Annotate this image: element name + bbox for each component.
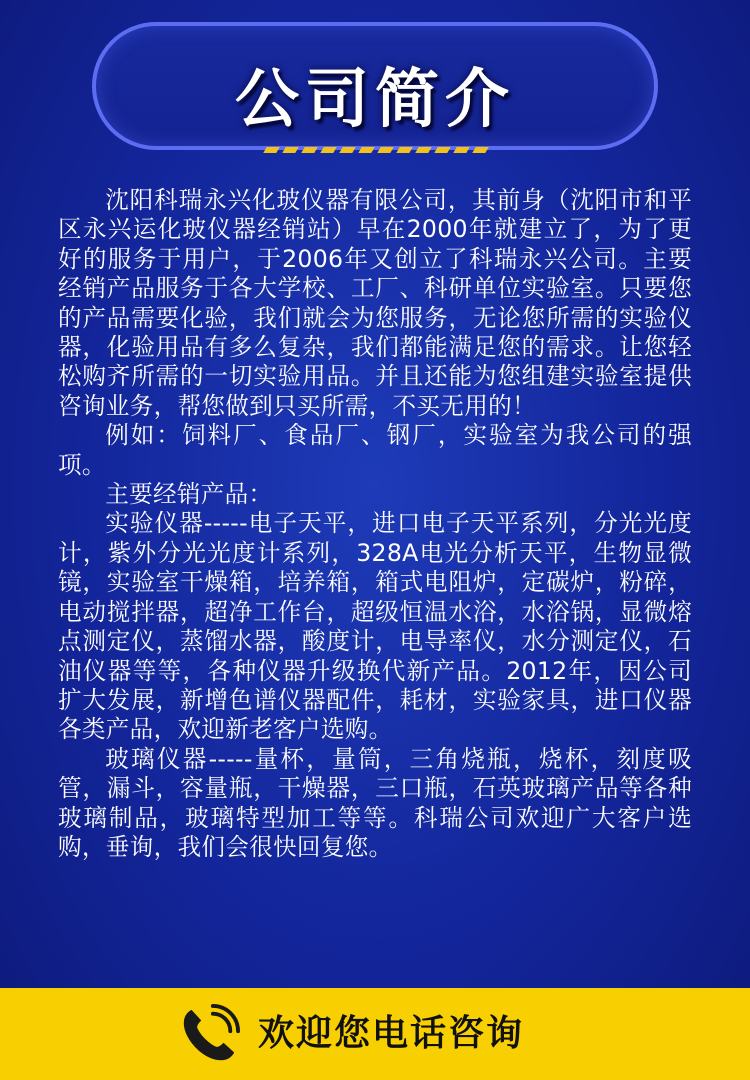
- intro-paragraph: 例如：饲料厂、食品厂、钢厂，实验室为我公司的强项。: [58, 421, 692, 479]
- contact-banner[interactable]: [0, 988, 750, 1080]
- company-intro: [58, 186, 692, 862]
- page-title: 公司简介: [235, 63, 515, 137]
- title-banner: [92, 22, 658, 150]
- contact-cta-text: 欢迎您电话咨询: [258, 1013, 525, 1054]
- title-underline-dashes: [265, 145, 487, 155]
- intro-paragraph: 主要经销产品：: [105, 480, 273, 509]
- phone-icon: [178, 1004, 240, 1066]
- intro-paragraph: 实验仪器-----电子天平，进口电子天平系列，分光光度计，紫外分光光度计系列，328A电光分析天平，生物显微镜，实验室干燥箱，培养箱，箱式电阻炉，定碳炉，粉碎，电动搅拌器，超净工作台，超级恒温水浴，水浴锅，显微熔点测定仪，蒸馏水器，酸度计，电导率仪，水分测定仪，石油仪器等等，各种仪器升级换代新产品。2012年，因公司扩大发展，新增色谱仪器配件，耗材，实验家具，进口仪器各类产品，欢迎新老客户选购。: [58, 509, 692, 744]
- intro-paragraph: 玻璃仪器-----量杯，量筒，三角烧瓶，烧杯，刻度吸管，漏斗，容量瓶，干燥器，三口瓶，石英玻璃产品等各种玻璃制品，玻璃特型加工等等。科瑞公司欢迎广大客户选购，垂询，我们会很快回复您。: [58, 744, 692, 861]
- intro-paragraph: 沈阳科瑞永兴化玻仪器有限公司，其前身（沈阳市和平区永兴运化玻仪器经销站）早在2000年就建立了，为了更好的服务于用户，于2006年又创立了科瑞永兴公司。主要经销产品服务于各大学校、工厂、科研单位实验室。只要您的产品需要化验，我们就会为您服务，无论您所需的实验仪器，化验用品有多么复杂，我们都能满足您的需求。让您轻松购齐所需的一切实验用品。并且还能为您组建实验室提供咨询业务，帮您做到只买所需，不买无用的！: [58, 186, 692, 420]
